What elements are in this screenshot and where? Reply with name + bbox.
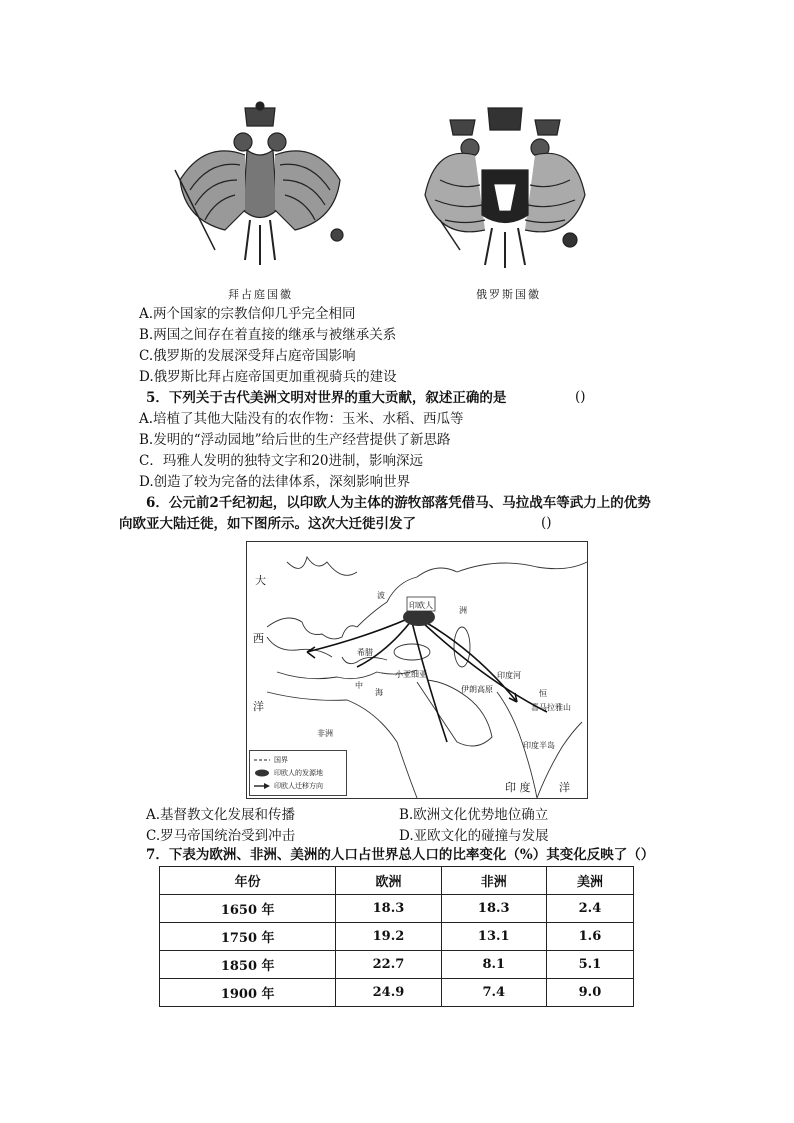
table-cell: 5.1 [546, 951, 633, 979]
migration-map [246, 541, 588, 799]
header-africa: 非洲 [441, 867, 546, 895]
table-row [160, 979, 634, 1007]
q6-option-c: C.罗马帝国统治受到冲击 [146, 828, 296, 844]
map-label-yindubandao: 印度半岛 [523, 741, 555, 750]
table-row [160, 895, 634, 923]
legend-route-label: 印欧人迁移方向 [274, 782, 323, 790]
map-label-xila: 希腊 [357, 648, 373, 657]
map-label-feizhou: 非洲 [317, 729, 333, 738]
legend-row-origin [254, 768, 323, 778]
map-label-yindu-he: 印度河 [497, 671, 521, 680]
table-cell: 7.4 [441, 979, 546, 1007]
table-cell: 1650 年 [160, 895, 336, 923]
russian-caption: 俄罗斯国徽 [476, 288, 541, 301]
legend-row-route [254, 781, 323, 791]
map-label-indo: 印欧人 [409, 601, 433, 610]
q6-stem-line2: 向欧亚大陆迁徙，如下图所示。这次大迁徙引发了 [119, 516, 416, 532]
map-label-yang: 洋 [253, 700, 264, 713]
arrow-icon [254, 783, 270, 789]
map-label-hengjiang: 恒 [539, 689, 547, 698]
table-cell: 1850 年 [160, 951, 336, 979]
table-cell: 1750 年 [160, 923, 336, 951]
table-cell: 24.9 [336, 979, 441, 1007]
legend-origin-label: 印欧人的发源地 [274, 769, 323, 777]
byzantine-caption: 拜占庭国徽 [228, 288, 293, 301]
q5-stem: 5．下列关于古代美洲文明对世界的重大贡献，叙述正确的是 [146, 390, 507, 406]
q6-option-a: A.基督教文化发展和传播 [146, 807, 296, 823]
table-cell: 2.4 [546, 895, 633, 923]
table-cell: 22.7 [336, 951, 441, 979]
dashed-line-icon [254, 758, 270, 762]
table-cell: 9.0 [546, 979, 633, 1007]
table-cell: 18.3 [441, 895, 546, 923]
header-year: 年份 [160, 867, 336, 895]
population-table [159, 866, 634, 1007]
russian-emblem [420, 100, 590, 270]
map-label-zhou: 洲 [459, 606, 467, 615]
map-label-yilang: 伊朗高原 [461, 685, 493, 694]
table-cell: 19.2 [336, 923, 441, 951]
q5-option-a: A.培植了其他大陆没有的农作物：玉米、水稻、西瓜等 [139, 411, 464, 427]
header-europe: 欧洲 [336, 867, 441, 895]
q5-paren: () [575, 389, 586, 405]
table-cell: 1900 年 [160, 979, 336, 1007]
q6-option-d: D.亚欧文化的碰撞与发展 [399, 828, 549, 844]
table-cell: 13.1 [441, 923, 546, 951]
table-cell: 18.3 [336, 895, 441, 923]
table-header-row [160, 867, 634, 895]
q4-option-d: D.俄罗斯比拜占庭帝国更加重视骑兵的建设 [139, 369, 397, 385]
map-label-zhong: 中 [355, 681, 363, 690]
map-label-xi: 西 [253, 632, 264, 645]
map-label-yinduyang: 印 度 [505, 781, 531, 794]
header-america: 美洲 [546, 867, 633, 895]
legend-row-border [254, 755, 288, 765]
q4-option-b: B.两国之间存在着直接的继承与被继承关系 [139, 327, 397, 343]
q5-option-c: C．玛雅人发明的独特文字和20进制，影响深远 [139, 453, 424, 469]
table-cell: 8.1 [441, 951, 546, 979]
q7-stem: 7．下表为欧洲、非洲、美洲的人口占世界总人口的比率变化（%）其变化反映了（） [146, 847, 655, 863]
legend-border-label: 国界 [274, 756, 288, 764]
q6-option-b: B.欧洲文化优势地位确立 [399, 807, 549, 823]
q4-option-c: C.俄罗斯的发展深受拜占庭帝国影响 [139, 348, 356, 364]
map-label-bo: 波 [377, 591, 385, 600]
map-label-yang2: 洋 [559, 781, 570, 794]
map-label-xiaoyaxiya: 小亚细亚 [395, 670, 427, 679]
table-row [160, 923, 634, 951]
map-label-big: 大 [255, 574, 266, 587]
table-row [160, 951, 634, 979]
byzantine-emblem [165, 100, 355, 270]
origin-blob-icon [254, 769, 270, 777]
map-label-shan: 喜马拉雅山 [531, 703, 571, 712]
map-legend [249, 750, 347, 796]
q5-option-b: B.发明的“浮动园地”给后世的生产经营提供了新思路 [139, 432, 451, 448]
q4-option-a: A.两个国家的宗教信仰几乎完全相同 [139, 306, 356, 322]
table-cell: 1.6 [546, 923, 633, 951]
q5-option-d: D.创造了较为完备的法律体系，深刻影响世界 [139, 474, 411, 490]
map-label-hai: 海 [375, 688, 383, 697]
q6-stem-line1: 6．公元前2千纪初起，以印欧人为主体的游牧部落凭借马、马拉战车等武力上的优势 [146, 495, 651, 511]
q6-paren: () [541, 515, 552, 531]
